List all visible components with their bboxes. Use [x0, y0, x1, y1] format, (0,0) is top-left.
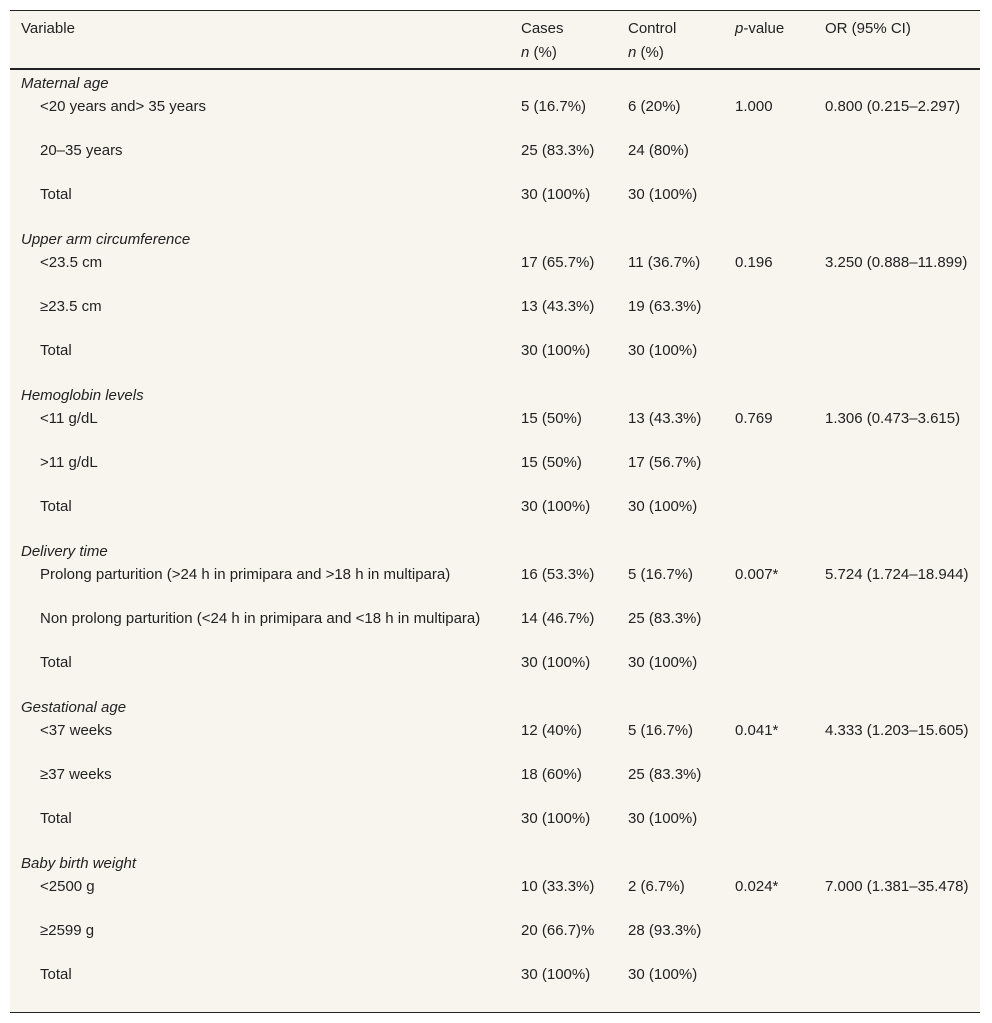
- cell-pvalue: 1.000: [735, 98, 773, 115]
- cell-control: 2 (6.7%): [628, 878, 685, 895]
- cell-cases: 12 (40%): [521, 722, 582, 739]
- table-row: [10, 962, 980, 1006]
- cell-cases: 30 (100%): [521, 342, 591, 359]
- cell-or: 4.333 (1.203–15.605): [825, 722, 969, 739]
- row-label: >11 g/dL: [40, 454, 98, 471]
- cell-control: 25 (83.3%): [628, 766, 702, 783]
- row-label: Total: [40, 342, 72, 359]
- row-label: Prolong parturition (>24 h in primipara and >18 h in multipara): [40, 566, 451, 583]
- cell-control: 5 (16.7%): [628, 566, 694, 583]
- table-row: [10, 650, 980, 694]
- cell-cases: 25 (83.3%): [521, 142, 595, 159]
- group-row: [10, 850, 980, 874]
- cell-control: 30 (100%): [628, 342, 698, 359]
- cell-cases: 18 (60%): [521, 766, 582, 783]
- header-cases-sub: n (%): [521, 44, 557, 61]
- cell-cases: 5 (16.7%): [521, 98, 587, 115]
- table-row: [10, 338, 980, 382]
- row-label: Total: [40, 186, 72, 203]
- cell-pvalue: [724, 450, 814, 494]
- cell-cases: 30 (100%): [521, 966, 591, 983]
- cell-or: [814, 294, 980, 338]
- cell-control: 30 (100%): [628, 810, 698, 827]
- cell-control: 11 (36.7%): [628, 254, 701, 271]
- cell-or: [814, 450, 980, 494]
- cell-cases: 15 (50%): [521, 454, 582, 471]
- cell-pvalue: [724, 762, 814, 806]
- header-pvalue-italic: p: [735, 20, 744, 37]
- cell-pvalue: [724, 962, 814, 1006]
- cell-cases: 15 (50%): [521, 410, 582, 427]
- row-label: ≥23.5 cm: [40, 298, 102, 315]
- row-label: ≥2599 g: [40, 922, 95, 939]
- cell-cases: 30 (100%): [521, 186, 591, 203]
- cell-cases: 16 (53.3%): [521, 566, 595, 583]
- cell-or: 1.306 (0.473–3.615): [825, 410, 961, 427]
- header-control: Control: [628, 20, 677, 37]
- cell-or: [814, 138, 980, 182]
- table-row: [10, 918, 980, 962]
- header-cases: Cases: [521, 20, 564, 37]
- header-or: OR (95% CI): [825, 20, 911, 37]
- cell-or: [814, 806, 980, 850]
- cell-control: 24 (80%): [628, 142, 689, 159]
- row-label: Total: [40, 966, 72, 983]
- row-label: <23.5 cm: [40, 254, 103, 271]
- group-title: Maternal age: [21, 75, 109, 92]
- row-label: <11 g/dL: [40, 410, 98, 427]
- cell-cases: 13 (43.3%): [521, 298, 595, 315]
- row-label: ≥37 weeks: [40, 766, 112, 783]
- header-pvalue: [724, 11, 814, 42]
- cell-or: [814, 494, 980, 538]
- cell-control: 30 (100%): [628, 186, 698, 203]
- group-row: [10, 538, 980, 562]
- cell-pvalue: [724, 918, 814, 962]
- cell-pvalue: [724, 138, 814, 182]
- cell-control: 6 (20%): [628, 98, 681, 115]
- cell-cases: 30 (100%): [521, 654, 591, 671]
- row-label: 20–35 years: [40, 142, 123, 159]
- row-label: <37 weeks: [40, 722, 113, 739]
- cell-pvalue: 0.041*: [735, 722, 779, 739]
- cell-or: [814, 650, 980, 694]
- row-label: Non prolong parturition (<24 h in primipara and <18 h in multipara): [40, 610, 481, 627]
- table-header: [10, 11, 980, 69]
- cell-or: [814, 762, 980, 806]
- header-subrow: [10, 42, 980, 69]
- row-label: Total: [40, 498, 72, 515]
- row-label: <2500 g: [40, 878, 95, 895]
- table-row: [10, 806, 980, 850]
- header-control-sub: n (%): [628, 44, 664, 61]
- cell-or: [814, 962, 980, 1006]
- cell-pvalue: [724, 182, 814, 226]
- data-table: [10, 11, 980, 1006]
- group-row: [10, 226, 980, 250]
- row-label: <20 years and> 35 years: [40, 98, 206, 115]
- cell-or: [814, 182, 980, 226]
- data-table-container: [10, 10, 980, 1013]
- cell-cases: 30 (100%): [521, 498, 591, 515]
- header-row: [10, 11, 980, 42]
- cell-or: [814, 606, 980, 650]
- cell-control: 30 (100%): [628, 966, 698, 983]
- cell-cases: 17 (65.7%): [521, 254, 595, 271]
- group-title: Delivery time: [21, 543, 108, 560]
- table-row: [10, 250, 980, 294]
- cell-pvalue: 0.007*: [735, 566, 779, 583]
- group-row: [10, 69, 980, 94]
- header-variable: Variable: [21, 20, 75, 37]
- cell-cases: 20 (66.7)%: [521, 922, 595, 939]
- cell-or: [814, 918, 980, 962]
- row-label: Total: [40, 810, 72, 827]
- table-body: [10, 69, 980, 1006]
- cell-or: 7.000 (1.381–35.478): [825, 878, 969, 895]
- cell-or: 0.800 (0.215–2.297): [825, 98, 961, 115]
- cell-pvalue: [724, 294, 814, 338]
- cell-control: 30 (100%): [628, 498, 698, 515]
- table-row: [10, 562, 980, 606]
- cell-pvalue: 0.769: [735, 410, 773, 427]
- table-row: [10, 762, 980, 806]
- cell-control: 5 (16.7%): [628, 722, 694, 739]
- table-row: [10, 874, 980, 918]
- cell-control: 17 (56.7%): [628, 454, 702, 471]
- cell-control: 19 (63.3%): [628, 298, 702, 315]
- table-row: [10, 294, 980, 338]
- cell-cases: 10 (33.3%): [521, 878, 595, 895]
- cell-or: 3.250 (0.888–11.899): [825, 254, 968, 271]
- group-title: Baby birth weight: [21, 855, 137, 872]
- cell-pvalue: 0.196: [735, 254, 773, 271]
- cell-control: 25 (83.3%): [628, 610, 702, 627]
- table-row: [10, 138, 980, 182]
- cell-control: 13 (43.3%): [628, 410, 702, 427]
- group-title: Upper arm circumference: [21, 231, 191, 248]
- group-title: Gestational age: [21, 699, 127, 716]
- group-title: Hemoglobin levels: [21, 387, 144, 404]
- cell-pvalue: 0.024*: [735, 878, 779, 895]
- cell-pvalue: [724, 806, 814, 850]
- header-pvalue-rest: -value: [743, 20, 785, 37]
- table-row: [10, 494, 980, 538]
- cell-or: [814, 338, 980, 382]
- cell-control: 28 (93.3%): [628, 922, 702, 939]
- cell-cases: 14 (46.7%): [521, 610, 595, 627]
- cell-pvalue: [724, 494, 814, 538]
- group-row: [10, 694, 980, 718]
- cell-pvalue: [724, 338, 814, 382]
- row-label: Total: [40, 654, 72, 671]
- cell-pvalue: [724, 606, 814, 650]
- cell-pvalue: [724, 650, 814, 694]
- table-row: [10, 94, 980, 138]
- table-row: [10, 450, 980, 494]
- cell-cases: 30 (100%): [521, 810, 591, 827]
- table-row: [10, 182, 980, 226]
- table-row: [10, 606, 980, 650]
- group-row: [10, 382, 980, 406]
- table-row: [10, 718, 980, 762]
- cell-or: 5.724 (1.724–18.944): [825, 566, 969, 583]
- cell-control: 30 (100%): [628, 654, 698, 671]
- table-row: [10, 406, 980, 450]
